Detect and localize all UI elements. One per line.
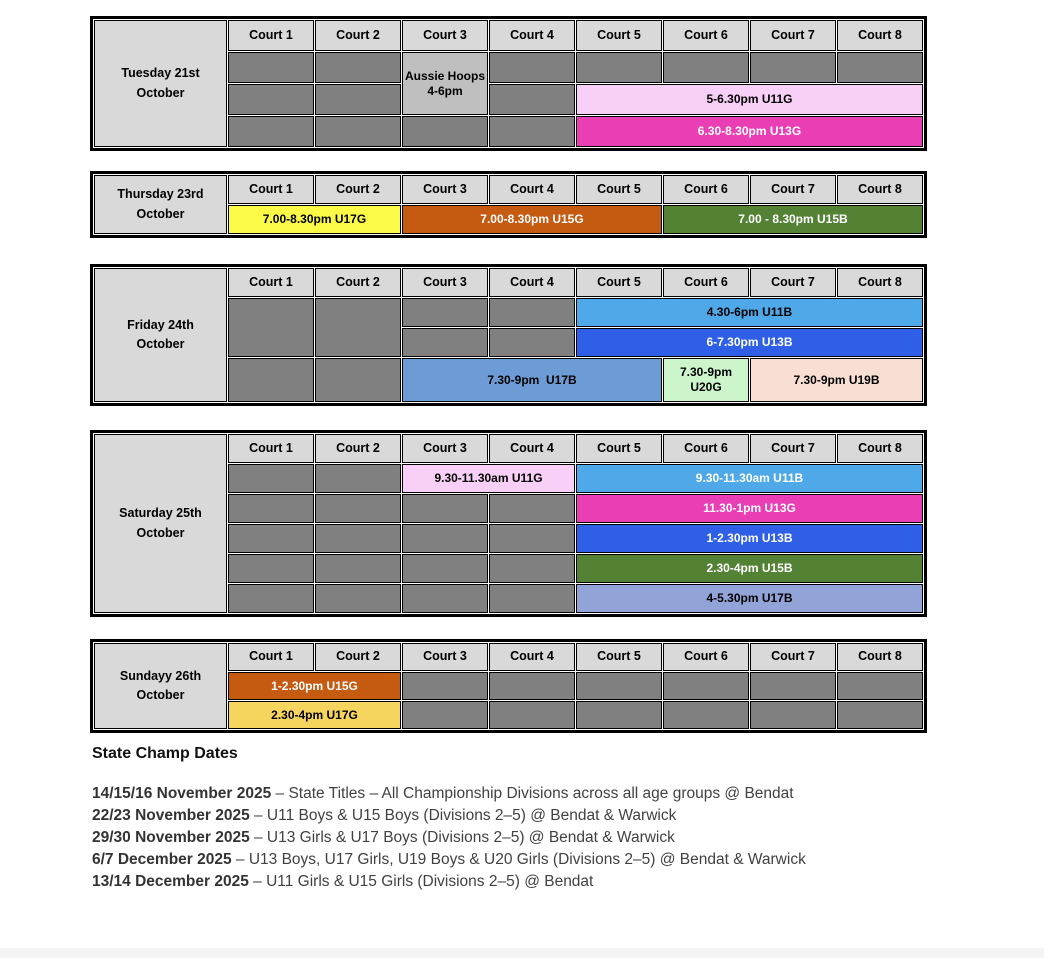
empty-slot — [837, 672, 923, 700]
session-cell: Aussie Hoops 4-6pm — [402, 52, 488, 115]
court-header: Court 5 — [576, 268, 662, 297]
empty-slot — [228, 84, 314, 115]
champ-date-desc: – U11 Boys & U15 Boys (Divisions 2–5) @ Bendat & Warwick — [249, 807, 677, 824]
champ-date-line — [92, 827, 1044, 849]
court-header: Court 6 — [663, 175, 749, 204]
court-header: Court 1 — [228, 268, 314, 297]
session-cell: 4-5.30pm U17B — [576, 584, 923, 613]
empty-slot — [663, 672, 749, 700]
court-header: Court 3 — [402, 20, 488, 51]
empty-slot — [228, 464, 314, 493]
empty-slot — [489, 52, 575, 83]
date-line2: October — [136, 85, 185, 100]
empty-slot — [402, 701, 488, 729]
date-label — [94, 434, 227, 613]
empty-slot — [837, 52, 923, 83]
court-header: Court 3 — [402, 175, 488, 204]
empty-slot — [489, 524, 575, 553]
champ-date: 14/15/16 November 2025 — [92, 785, 272, 802]
empty-slot — [663, 701, 749, 729]
court-header: Court 4 — [489, 643, 575, 671]
empty-slot — [489, 672, 575, 700]
court-header: Court 6 — [663, 643, 749, 671]
session-cell: 5-6.30pm U11G — [576, 84, 923, 115]
court-header: Court 7 — [750, 268, 836, 297]
date-label — [94, 175, 227, 234]
court-header: Court 4 — [489, 20, 575, 51]
empty-slot — [489, 701, 575, 729]
state-champ-dates-section — [92, 745, 1044, 893]
court-header: Court 8 — [837, 643, 923, 671]
empty-slot — [315, 554, 401, 583]
date-label — [94, 268, 227, 402]
empty-slot — [402, 524, 488, 553]
court-header: Court 1 — [228, 434, 314, 463]
court-header: Court 1 — [228, 643, 314, 671]
empty-slot — [228, 554, 314, 583]
empty-slot — [315, 524, 401, 553]
session-cell: 6.30-8.30pm U13G — [576, 116, 923, 147]
empty-slot — [228, 52, 314, 83]
empty-slot — [315, 584, 401, 613]
court-header: Court 3 — [402, 643, 488, 671]
champ-date-line — [92, 805, 1044, 827]
section-heading: State Champ Dates — [92, 745, 238, 762]
court-header: Court 5 — [576, 20, 662, 51]
court-header: Court 4 — [489, 175, 575, 204]
schedule-table-tuesday — [90, 16, 927, 151]
empty-slot — [489, 494, 575, 523]
empty-slot — [402, 298, 488, 327]
date-line2: October — [136, 206, 185, 221]
date-line1: Tuesday 21st — [121, 66, 200, 81]
session-cell: 7.30-9pm U20G — [663, 358, 749, 402]
date-line1: Friday 24th — [127, 317, 194, 332]
session-cell: 9.30-11.30am U11G — [402, 464, 575, 493]
empty-slot — [489, 328, 575, 357]
session-cell: 11.30-1pm U13G — [576, 494, 923, 523]
session-cell: 7.30-9pm U17B — [402, 358, 662, 402]
champ-date: 6/7 December 2025 — [92, 851, 232, 868]
empty-slot — [228, 358, 314, 402]
empty-slot — [489, 554, 575, 583]
empty-slot — [576, 701, 662, 729]
champ-date-desc: – U13 Boys, U17 Girls, U19 Boys & U20 Girls (Divisions 2–5) @ Bendat & Warwick — [231, 851, 806, 868]
empty-slot — [315, 358, 401, 402]
court-header: Court 6 — [663, 20, 749, 51]
schedule-table-sunday — [90, 639, 927, 733]
empty-slot — [489, 116, 575, 147]
court-header: Court 1 — [228, 175, 314, 204]
date-line1: Thursday 23rd — [117, 187, 204, 202]
empty-slot — [750, 701, 836, 729]
court-header: Court 3 — [402, 434, 488, 463]
empty-slot — [489, 298, 575, 327]
court-header: Court 8 — [837, 175, 923, 204]
champ-date-line — [92, 783, 1044, 805]
empty-slot — [402, 328, 488, 357]
empty-slot — [228, 584, 314, 613]
date-line2: October — [136, 525, 185, 540]
page-bottom-bar — [0, 948, 1044, 958]
session-cell: 2.30-4pm U15B — [576, 554, 923, 583]
court-header: Court 7 — [750, 20, 836, 51]
empty-slot — [228, 116, 314, 147]
session-cell: 7.00 - 8.30pm U15B — [663, 205, 923, 234]
empty-slot — [576, 672, 662, 700]
court-header: Court 5 — [576, 643, 662, 671]
schedule-page — [0, 16, 1044, 958]
court-header: Court 6 — [663, 434, 749, 463]
session-cell: 7.30-9pm U19B — [750, 358, 923, 402]
champ-date: 29/30 November 2025 — [92, 829, 250, 846]
empty-slot — [663, 52, 749, 83]
tables-region — [90, 16, 1044, 733]
session-cell: 7.00-8.30pm U17G — [228, 205, 401, 234]
empty-slot — [750, 672, 836, 700]
court-header: Court 7 — [750, 643, 836, 671]
court-header: Court 4 — [489, 268, 575, 297]
empty-slot — [402, 672, 488, 700]
court-header: Court 8 — [837, 268, 923, 297]
session-cell: 9.30-11.30am U11B — [576, 464, 923, 493]
date-line2: October — [136, 337, 185, 351]
court-header: Court 8 — [837, 20, 923, 51]
court-header: Court 6 — [663, 268, 749, 297]
empty-slot — [228, 298, 314, 357]
empty-slot — [228, 524, 314, 553]
court-header: Court 1 — [228, 20, 314, 51]
court-header: Court 5 — [576, 175, 662, 204]
empty-slot — [315, 52, 401, 83]
session-cell: 7.00-8.30pm U15G — [402, 205, 662, 234]
court-header: Court 3 — [402, 268, 488, 297]
court-header: Court 2 — [315, 20, 401, 51]
champ-date-desc: – State Titles – All Championship Divisions across all age groups @ Bendat — [271, 785, 794, 802]
court-header: Court 5 — [576, 434, 662, 463]
schedule-table-thursday — [90, 171, 927, 238]
empty-slot — [750, 52, 836, 83]
champ-date: 22/23 November 2025 — [92, 807, 250, 824]
champ-date-line — [92, 849, 1044, 871]
empty-slot — [489, 584, 575, 613]
champ-date: 13/14 December 2025 — [92, 873, 249, 890]
empty-slot — [576, 52, 662, 83]
date-line2: October — [136, 688, 185, 702]
court-header: Court 4 — [489, 434, 575, 463]
empty-slot — [228, 494, 314, 523]
court-header: Court 2 — [315, 268, 401, 297]
empty-slot — [315, 464, 401, 493]
date-line1: Saturday 25th — [119, 506, 202, 521]
schedule-table-friday — [90, 264, 927, 406]
date-label — [94, 643, 227, 729]
session-cell: 1-2.30pm U13B — [576, 524, 923, 553]
empty-slot — [315, 116, 401, 147]
empty-slot — [402, 116, 488, 147]
empty-slot — [402, 494, 488, 523]
empty-slot — [315, 298, 401, 357]
empty-slot — [315, 494, 401, 523]
court-header: Court 7 — [750, 175, 836, 204]
date-label — [94, 20, 227, 147]
court-header: Court 7 — [750, 434, 836, 463]
court-header: Court 8 — [837, 434, 923, 463]
court-header: Court 2 — [315, 434, 401, 463]
date-line1: Sundayy 26th — [119, 668, 202, 683]
session-cell: 2.30-4pm U17G — [228, 701, 401, 729]
champ-date-desc: – U13 Girls & U17 Boys (Divisions 2–5) @ Bendat & Warwick — [249, 829, 675, 846]
champ-date-desc: – U11 Girls & U15 Girls (Divisions 2–5) @ Bendat — [248, 873, 594, 890]
champ-date-line — [92, 871, 1044, 893]
session-cell: 1-2.30pm U15G — [228, 672, 401, 700]
empty-slot — [402, 584, 488, 613]
court-header: Court 2 — [315, 175, 401, 204]
empty-slot — [315, 84, 401, 115]
court-header: Court 2 — [315, 643, 401, 671]
empty-slot — [402, 554, 488, 583]
session-cell: 4.30-6pm U11B — [576, 298, 923, 327]
empty-slot — [489, 84, 575, 115]
schedule-table-saturday — [90, 430, 927, 617]
session-cell: 6-7.30pm U13B — [576, 328, 923, 357]
empty-slot — [837, 701, 923, 729]
